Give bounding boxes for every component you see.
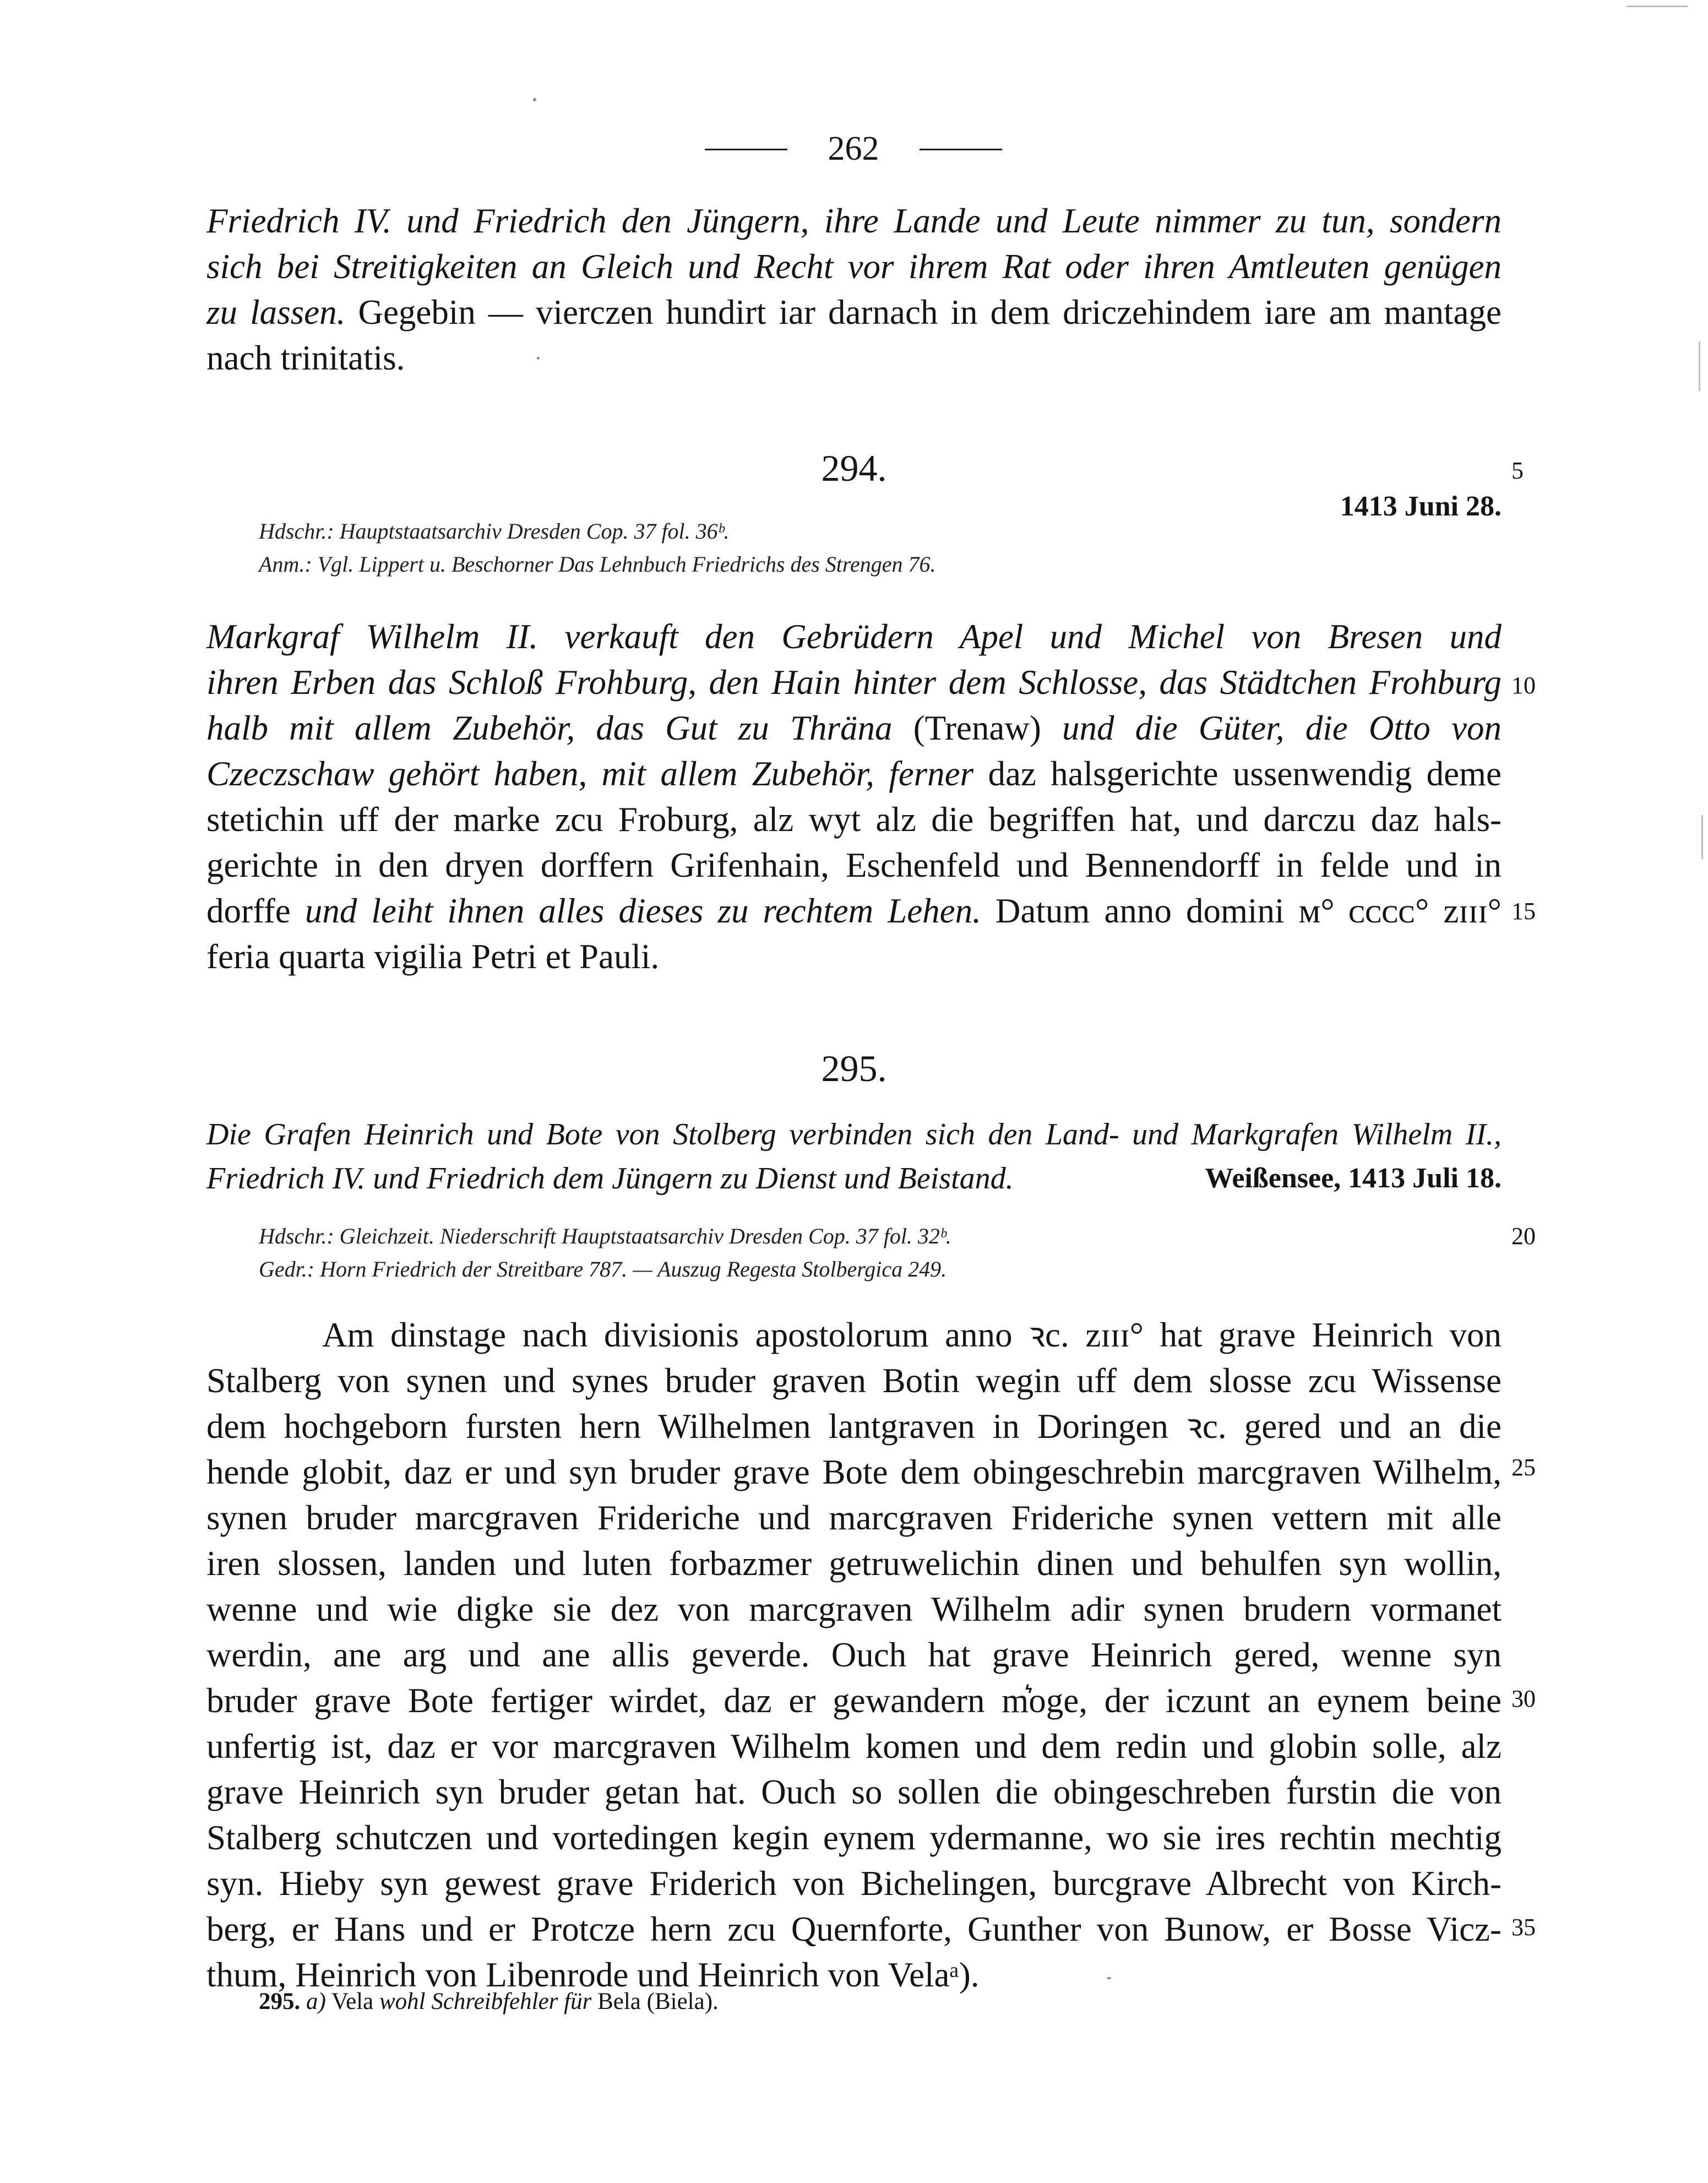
scan-edge-mark: [1699, 341, 1700, 391]
running-head-rule-right: [920, 149, 1002, 150]
apparatus-294: [259, 515, 1470, 581]
text-segment-italic: halb mit allem Zubehör, das Gut zu Thräna: [206, 709, 893, 747]
document-text-line: [206, 843, 1502, 888]
margin-line-number: 15: [1511, 898, 1536, 925]
document-text-line: wenne und wie digke sie dez von marcgraven Wilhelm adir synen brudern vormanet: [206, 1590, 1502, 1628]
text-segment-roman: Datum anno domini ᴍ° ᴄᴄᴄᴄ° ᴢɪɪɪ°: [981, 892, 1502, 930]
document-text-line: unfertig ist, daz er vor marcgraven Wilhelm komen und dem redin und globin solle, alz: [206, 1727, 1502, 1766]
footnote-reference: 295.: [259, 1989, 301, 2014]
document-text-line: [206, 705, 1502, 751]
text-segment-italic: und leiht ihnen alles dieses zu rechtem Lehen.: [304, 892, 981, 930]
margin-line-number: 35: [1511, 1914, 1536, 1941]
text-segment-italic: und die Güter, die Otto von: [1062, 709, 1502, 747]
continuation-line: Friedrich IV. und Friedrich den Jüngern, ihre Lande und Leute nimmer zu tun, sondern: [206, 202, 1502, 240]
text-segment-roman: (Trenaw): [892, 709, 1062, 747]
continuation-text: [206, 198, 1502, 381]
margin-line-number: 25: [1511, 1454, 1536, 1481]
margin-line-number: 10: [1511, 672, 1536, 699]
margin-line-number: 20: [1511, 1223, 1536, 1250]
document-text-line: werdin, ane arg und ane allis geverde. Ouch hat grave Heinrich gered, wenne syn: [206, 1636, 1502, 1674]
document-text-line: dem hochgeborn fursten hern Wilhelmen lantgraven in Doringen ꝛc. gered und an die: [206, 1407, 1502, 1446]
document-text-line: bruder grave Bote fertiger wirdet, daz er gewandern m͛oge, der iczunt an eynem beine: [206, 1681, 1502, 1720]
apparatus-line: Hdschr.: Hauptstaatsarchiv Dresden Cop. 37 fol. 36ᵇ.: [259, 519, 730, 544]
document-text-line: [206, 888, 1502, 934]
text-segment-roman: dorffe: [206, 892, 305, 930]
document-text-line: [206, 660, 1502, 705]
document-text-line: hende globit, daz er und syn bruder grave Bote dem obingeschrebin marcgraven Wilhelm,: [206, 1453, 1502, 1491]
scan-edge-mark: [1701, 815, 1703, 859]
continuation-line: [206, 290, 1502, 335]
document-text-line: [206, 751, 1502, 797]
document-text-line: synen bruder marcgraven Frideriche und marcgraven Frideriche synen vettern mit alle: [206, 1498, 1502, 1537]
apparatus-line: Anm.: Vgl. Lippert u. Beschorner Das Lehnbuch Friedrichs des Strengen 76.: [259, 552, 936, 577]
document-text-line: Stalberg von synen und synes bruder graven Botin wegin uff dem slosse zcu Wissense: [206, 1361, 1502, 1400]
document-text-line: Stalberg schutczen und vortedingen kegin eynem ydermanne, wo sie ires rechtin mechtig: [206, 1818, 1502, 1857]
document-text-line: [206, 934, 1502, 980]
regest-line: Die Grafen Heinrich und Bote von Stolberg verbinden sich den Land- und Markgrafen Wilhelm II.,: [206, 1117, 1502, 1152]
footnote-word: Vela: [331, 1989, 374, 2014]
text-segment-italic: Markgraf Wilhelm II. verkauft den Gebrüdern Apel und Michel von Bresen und: [206, 617, 1502, 656]
footnote-italic: wohl Schreibfehler für: [379, 1989, 592, 2014]
text-segment-roman: daz halsgerichte ussenwendig deme: [973, 754, 1502, 793]
apparatus-line: Gedr.: Horn Friedrich der Streitbare 787. — Auszug Regesta Stolbergica 249.: [259, 1257, 947, 1281]
text-segment-roman: gerichte in den dryen dorffern Grifenhain, Eschenfeld und Bennendorff in felde und in: [206, 846, 1502, 884]
scan-speck: [533, 98, 536, 101]
continuation-line: sich bei Streitigkeiten an Gleich und Recht vor ihrem Rat oder ihren Amtleuten genügen: [206, 247, 1502, 286]
text-segment-italic: Czeczschaw gehört haben, mit allem Zubehör, ferner: [206, 754, 974, 793]
text-segment-roman: feria quarta vigilia Petri et Pauli.: [206, 937, 660, 976]
document-text-294: [206, 614, 1502, 980]
margin-line-number: 30: [1511, 1685, 1536, 1712]
document-date-295: Weißensee, 1413 Juli 18.: [1205, 1163, 1502, 1194]
document-number-294: 294.: [821, 447, 887, 489]
footnote: [259, 1985, 1470, 2018]
text-segment-roman: stetichin uff der marke zcu Froburg, alz wyt alz die begriffen hat, und darczu daz hals-: [206, 800, 1502, 839]
continuation-line-italic: zu lassen.: [206, 293, 346, 332]
continuation-line: nach trinitatis.: [206, 339, 405, 377]
document-text-line: berg, er Hans und er Protcze hern zcu Quernforte, Gunther von Bunow, er Bosse Vicz-: [206, 1910, 1502, 1948]
scan-edge-mark: [1627, 6, 1688, 7]
page-number: 262: [828, 130, 879, 167]
document-date-294: 1413 Juni 28.: [1340, 491, 1502, 522]
document-number-295: 295.: [821, 1047, 887, 1089]
document-text-line: [206, 797, 1502, 843]
document-text-line: thum, Heinrich von Libenrode und Heinrich von Velaᵃ).: [206, 1956, 980, 1994]
scan-speck: [1107, 1977, 1111, 1979]
document-text-line: syn. Hieby syn gewest grave Friderich von Bichelingen, burcgrave Albrecht von Kirch-: [206, 1864, 1502, 1903]
margin-line-number: 5: [1511, 457, 1524, 484]
apparatus-line: Hdschr.: Gleichzeit. Niederschrift Hauptstaatsarchiv Dresden Cop. 37 fol. 32ᵇ.: [259, 1224, 951, 1248]
text-segment-italic: ihren Erben das Schloß Frohburg, den Hain hinter dem Schlosse, das Städtchen Frohburg: [206, 663, 1502, 702]
document-text-line: Am dinstage nach divisionis apostolorum anno ꝛc. ᴢɪɪɪ° hat grave Heinrich von: [322, 1316, 1502, 1354]
footnote-mark: a): [306, 1989, 326, 2014]
running-head: [705, 124, 1002, 173]
scan-speck: [537, 357, 540, 360]
document-text-line: [206, 614, 1502, 660]
apparatus-295: [259, 1220, 1470, 1286]
continuation-line-roman: Gegebin — vierczen hundirt iar darnach in dem driczehindem iare am mantage: [345, 293, 1502, 332]
footnote-rest: Bela (Biela).: [597, 1989, 719, 2014]
document-text-line: grave Heinrich syn bruder getan hat. Ouch so sollen die obingeschreben f͛urstin die von: [206, 1773, 1502, 1811]
document-text-line: iren slossen, landen und luten forbazmer getruwelichin dinen und behulfen syn wollin,: [206, 1544, 1502, 1583]
document-text-295: [206, 1312, 1502, 1998]
regest-line: Friedrich IV. und Friedrich dem Jüngern zu Dienst und Beistand.: [206, 1161, 1014, 1196]
